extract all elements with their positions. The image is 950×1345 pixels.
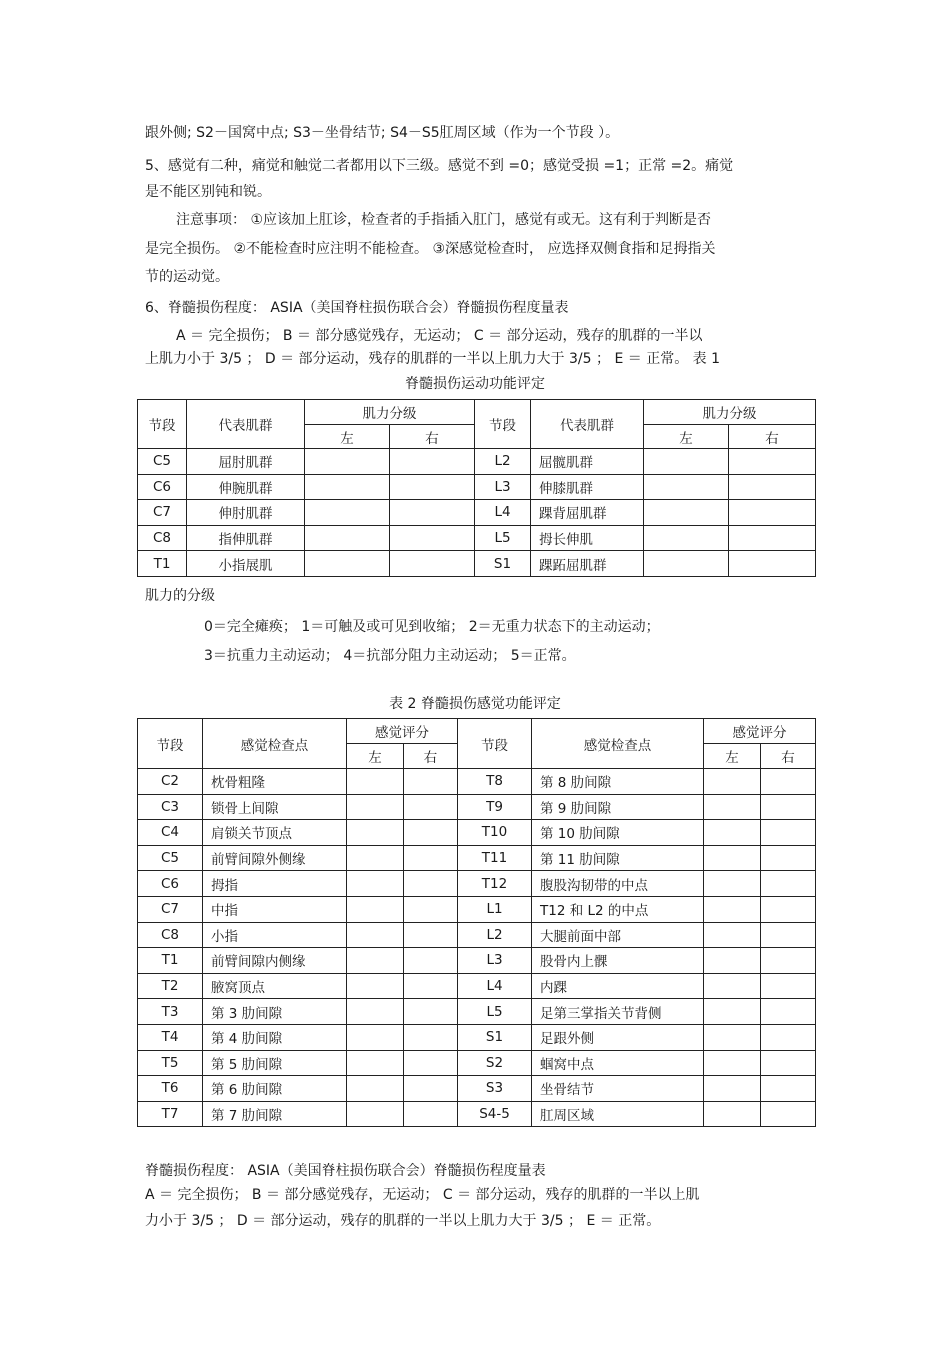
score-cell <box>761 948 816 974</box>
segment-cell: C3 <box>138 794 203 820</box>
segment-cell: T10 <box>458 820 532 846</box>
table-row <box>138 896 816 922</box>
text-line-4: 注意事项： ①应该加上肛诊，检查者的手指插入肛门，感觉有或无。这有利于判断是否 <box>176 212 711 228</box>
text-line-1: 跟外侧; S2－国窝中点; S3－坐骨结节; S4－S5肛周区域（作为一个节段 ）。 <box>145 125 620 141</box>
grade-cell <box>390 551 475 577</box>
check-point-cell: 第 6 肋间隙 <box>203 1076 347 1102</box>
grade-cell <box>644 551 729 577</box>
score-cell <box>347 922 404 948</box>
check-point-cell: 拇指 <box>203 871 347 897</box>
segment-cell: T9 <box>458 794 532 820</box>
score-cell <box>761 922 816 948</box>
segment-cell: T8 <box>458 769 532 795</box>
score-cell <box>404 820 458 846</box>
table-row <box>138 474 816 500</box>
score-cell <box>347 973 404 999</box>
table-row <box>138 999 816 1025</box>
check-point-cell: 第 7 肋间隙 <box>203 1101 347 1127</box>
text-line-3: 是不能区别钝和锐。 <box>145 184 271 200</box>
grade-cell <box>390 474 475 500</box>
check-point-cell: 腹股沟韧带的中点 <box>532 871 704 897</box>
check-point-cell: 第 5 肋间隙 <box>203 1050 347 1076</box>
grade-cell <box>729 449 816 475</box>
grade-cell <box>644 525 729 551</box>
segment-cell: L2 <box>458 922 532 948</box>
segment-cell: L5 <box>458 999 532 1025</box>
check-point-cell: 足跟外侧 <box>532 1024 704 1050</box>
motor-function-table <box>137 399 816 577</box>
header-left: 左 <box>305 425 390 449</box>
score-cell <box>761 973 816 999</box>
score-cell <box>404 973 458 999</box>
score-cell <box>404 896 458 922</box>
table-row <box>138 871 816 897</box>
score-cell <box>704 1050 761 1076</box>
segment-cell: T1 <box>138 551 187 577</box>
muscle-cell: 拇长伸肌 <box>531 525 644 551</box>
table-row <box>138 1050 816 1076</box>
segment-cell: S3 <box>458 1076 532 1102</box>
table-row <box>138 948 816 974</box>
header-segment: 节段 <box>138 400 187 449</box>
score-cell <box>347 1050 404 1076</box>
grade-cell <box>644 449 729 475</box>
score-cell <box>347 794 404 820</box>
muscle-cell: 指伸肌群 <box>187 525 305 551</box>
segment-cell: C8 <box>138 922 203 948</box>
header-score: 感觉评分 <box>347 719 458 744</box>
grade-cell <box>305 525 390 551</box>
segment-cell: C5 <box>138 845 203 871</box>
header-score: 感觉评分 <box>704 719 816 744</box>
check-point-cell: 第 8 肋间隙 <box>532 769 704 795</box>
segment-cell: T5 <box>138 1050 203 1076</box>
score-cell <box>404 769 458 795</box>
header-muscle: 代表肌群 <box>531 400 644 449</box>
check-point-cell: 第 9 肋间隙 <box>532 794 704 820</box>
score-cell <box>404 871 458 897</box>
check-point-cell: 肛周区域 <box>532 1101 704 1127</box>
check-point-cell: 第 4 肋间隙 <box>203 1024 347 1050</box>
table-row <box>138 794 816 820</box>
score-cell <box>347 1076 404 1102</box>
score-cell <box>404 794 458 820</box>
score-cell <box>404 845 458 871</box>
grade-cell <box>729 474 816 500</box>
score-cell <box>347 820 404 846</box>
score-cell <box>404 948 458 974</box>
segment-cell: S2 <box>458 1050 532 1076</box>
grade-cell <box>729 525 816 551</box>
score-cell <box>761 896 816 922</box>
text-line-15: 脊髓损伤程度： ASIA（美国脊柱损伤联合会）脊髓损伤程度量表 <box>145 1163 546 1179</box>
text-line-17: 力小于 3/5 ； D ＝ 部分运动，残存的肌群的一半以上肌力大于 3/5 ； E ＝ 正常。 <box>145 1213 661 1229</box>
score-cell <box>704 1024 761 1050</box>
header-right: 右 <box>729 425 816 449</box>
segment-cell: T4 <box>138 1024 203 1050</box>
muscle-cell: 伸腕肌群 <box>187 474 305 500</box>
segment-cell: S1 <box>458 1024 532 1050</box>
table-row <box>138 973 816 999</box>
grade-cell <box>305 500 390 526</box>
grade-cell <box>729 551 816 577</box>
score-cell <box>761 794 816 820</box>
table-row <box>138 551 816 577</box>
segment-cell: C2 <box>138 769 203 795</box>
text-line-9: 上肌力小于 3/5 ； D ＝ 部分运动，残存的肌群的一半以上肌力大于 3/5 ； E ＝ 正常。 表 1 <box>145 351 720 367</box>
table-row <box>138 500 816 526</box>
score-cell <box>704 948 761 974</box>
score-cell <box>761 845 816 871</box>
table-row <box>138 1024 816 1050</box>
segment-cell: L5 <box>475 525 531 551</box>
score-cell <box>704 769 761 795</box>
segment-cell: L3 <box>475 474 531 500</box>
segment-cell: C6 <box>138 474 187 500</box>
grade-cell <box>390 500 475 526</box>
score-cell <box>347 896 404 922</box>
segment-cell: T1 <box>138 948 203 974</box>
header-right: 右 <box>404 744 458 769</box>
score-cell <box>347 1024 404 1050</box>
header-segment: 节段 <box>475 400 531 449</box>
check-point-cell: 小指 <box>203 922 347 948</box>
segment-cell: L4 <box>458 973 532 999</box>
text-line-13: 3＝抗重力主动运动； 4＝抗部分阻力主动运动； 5＝正常。 <box>204 648 576 664</box>
check-point-cell: 中指 <box>203 896 347 922</box>
segment-cell: C5 <box>138 449 187 475</box>
check-point-cell: 第 10 肋间隙 <box>532 820 704 846</box>
score-cell <box>761 1101 816 1127</box>
table-row <box>138 922 816 948</box>
check-point-cell: 前臂间隙内侧缘 <box>203 948 347 974</box>
header-segment: 节段 <box>138 719 203 769</box>
grade-cell <box>305 551 390 577</box>
score-cell <box>761 769 816 795</box>
score-cell <box>404 922 458 948</box>
check-point-cell: 锁骨上间隙 <box>203 794 347 820</box>
segment-cell: L3 <box>458 948 532 974</box>
table-row <box>138 1076 816 1102</box>
grade-cell <box>305 449 390 475</box>
check-point-cell: 足第三掌指关节背侧 <box>532 999 704 1025</box>
segment-cell: L2 <box>475 449 531 475</box>
header-grade: 肌力分级 <box>644 400 816 425</box>
score-cell <box>347 1101 404 1127</box>
header-left: 左 <box>704 744 761 769</box>
score-cell <box>704 973 761 999</box>
sensory-function-table <box>137 718 816 1127</box>
muscle-cell: 小指展肌 <box>187 551 305 577</box>
score-cell <box>761 1024 816 1050</box>
check-point-cell: 坐骨结节 <box>532 1076 704 1102</box>
grade-cell <box>305 474 390 500</box>
check-point-cell: 腋窝顶点 <box>203 973 347 999</box>
score-cell <box>704 845 761 871</box>
grade-cell <box>644 500 729 526</box>
grade-cell <box>390 525 475 551</box>
text-line-12: 0＝完全瘫痪； 1＝可触及或可见到收缩； 2＝无重力状态下的主动运动； <box>204 619 660 635</box>
segment-cell: C7 <box>138 896 203 922</box>
check-point-cell: 第 3 肋间隙 <box>203 999 347 1025</box>
table2-title: 表 2 脊髓损伤感觉功能评定 <box>389 696 561 712</box>
header-right: 右 <box>390 425 475 449</box>
table-row <box>138 845 816 871</box>
text-line-8: A ＝ 完全损伤； B ＝ 部分感觉残存，无运动； C ＝ 部分运动，残存的肌群的一半以 <box>176 328 703 344</box>
segment-cell: L1 <box>458 896 532 922</box>
text-line-11: 肌力的分级 <box>145 588 215 604</box>
text-line-7: 6、脊髓损伤程度： ASIA（美国脊柱损伤联合会）脊髓损伤程度量表 <box>145 300 569 316</box>
score-cell <box>404 1076 458 1102</box>
score-cell <box>704 871 761 897</box>
text-line-16: A ＝ 完全损伤； B ＝ 部分感觉残存，无运动； C ＝ 部分运动，残存的肌群的一半以上肌 <box>145 1187 700 1203</box>
text-line-6: 节的运动觉。 <box>145 269 229 285</box>
segment-cell: S1 <box>475 551 531 577</box>
segment-cell: S4-5 <box>458 1101 532 1127</box>
text-line-5: 是完全损伤。 ②不能检查时应注明不能检查。 ③深感觉检查时， 应选择双侧食指和足拇指关 <box>145 241 716 257</box>
score-cell <box>704 820 761 846</box>
segment-cell: T12 <box>458 871 532 897</box>
check-point-cell: 大腿前面中部 <box>532 922 704 948</box>
score-cell <box>404 1101 458 1127</box>
muscle-cell: 屈髋肌群 <box>531 449 644 475</box>
header-left: 左 <box>347 744 404 769</box>
header-segment: 节段 <box>458 719 532 769</box>
header-right: 右 <box>761 744 816 769</box>
score-cell <box>404 999 458 1025</box>
segment-cell: T11 <box>458 845 532 871</box>
segment-cell: T2 <box>138 973 203 999</box>
segment-cell: C7 <box>138 500 187 526</box>
table-row <box>138 820 816 846</box>
table-row <box>138 525 816 551</box>
check-point-cell: 蝈窝中点 <box>532 1050 704 1076</box>
segment-cell: T6 <box>138 1076 203 1102</box>
score-cell <box>347 999 404 1025</box>
score-cell <box>704 999 761 1025</box>
segment-cell: T3 <box>138 999 203 1025</box>
segment-cell: T7 <box>138 1101 203 1127</box>
score-cell <box>347 845 404 871</box>
check-point-cell: 第 11 肋间隙 <box>532 845 704 871</box>
score-cell <box>704 1076 761 1102</box>
score-cell <box>704 1101 761 1127</box>
score-cell <box>404 1024 458 1050</box>
table-row <box>138 769 816 795</box>
text-line-2: 5、感觉有二种，痛觉和触觉二者都用以下三级。感觉不到 =0；感觉受损 =1；正常 =2。痛觉 <box>145 158 734 174</box>
score-cell <box>761 1076 816 1102</box>
muscle-cell: 伸肘肌群 <box>187 500 305 526</box>
check-point-cell: T12 和 L2 的中点 <box>532 896 704 922</box>
score-cell <box>761 871 816 897</box>
header-check-point: 感觉检查点 <box>203 719 347 769</box>
check-point-cell: 股骨内上髁 <box>532 948 704 974</box>
segment-cell: C4 <box>138 820 203 846</box>
table-row <box>138 449 816 475</box>
score-cell <box>761 1050 816 1076</box>
table-row <box>138 1101 816 1127</box>
check-point-cell: 枕骨粗隆 <box>203 769 347 795</box>
muscle-cell: 踝跖屈肌群 <box>531 551 644 577</box>
score-cell <box>347 871 404 897</box>
muscle-cell: 踝背屈肌群 <box>531 500 644 526</box>
score-cell <box>704 922 761 948</box>
grade-cell <box>729 500 816 526</box>
score-cell <box>347 769 404 795</box>
check-point-cell: 内踝 <box>532 973 704 999</box>
grade-cell <box>644 474 729 500</box>
score-cell <box>761 820 816 846</box>
header-left: 左 <box>644 425 729 449</box>
grade-cell <box>390 449 475 475</box>
segment-cell: L4 <box>475 500 531 526</box>
header-check-point: 感觉检查点 <box>532 719 704 769</box>
check-point-cell: 前臂间隙外侧缘 <box>203 845 347 871</box>
header-muscle: 代表肌群 <box>187 400 305 449</box>
header-grade: 肌力分级 <box>305 400 475 425</box>
score-cell <box>404 1050 458 1076</box>
muscle-cell: 屈肘肌群 <box>187 449 305 475</box>
score-cell <box>347 948 404 974</box>
segment-cell: C8 <box>138 525 187 551</box>
segment-cell: C6 <box>138 871 203 897</box>
check-point-cell: 肩锁关节顶点 <box>203 820 347 846</box>
score-cell <box>704 794 761 820</box>
score-cell <box>761 999 816 1025</box>
muscle-cell: 伸膝肌群 <box>531 474 644 500</box>
table1-title: 脊髓损伤运动功能评定 <box>405 376 545 392</box>
score-cell <box>704 896 761 922</box>
